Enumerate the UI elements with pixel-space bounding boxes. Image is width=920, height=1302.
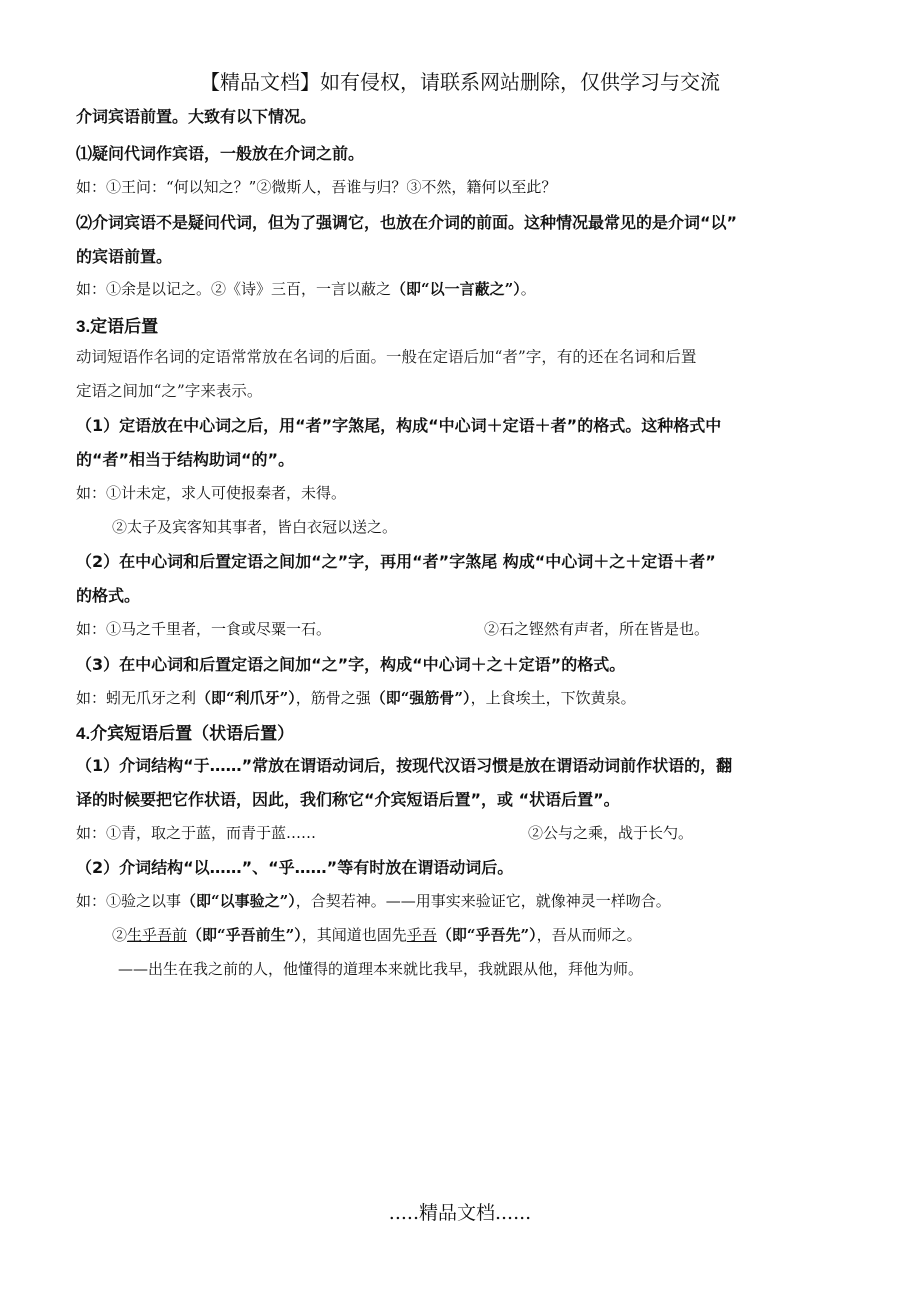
example-4-2b-translation: ——出生在我之前的人，他懂得的道理本来就比我早，我就跟从他，拜他为师。 — [118, 960, 644, 978]
section-3-desc-cont: 定语之间加“之”字来表示。 — [76, 382, 263, 400]
example-3-3-note-a: （即“利爪牙”） — [196, 689, 296, 707]
rule-1-heading: ⑴疑问代词作宾语，一般放在介词之前。 — [76, 144, 365, 163]
example-4-2b-phrase-a: 生乎吾前 — [127, 926, 188, 944]
example-4-2b-phrase-b: 乎吾 — [406, 926, 437, 944]
example-4-2a-note: （即“以事验之”） — [181, 892, 296, 910]
example-4-2b-marker: ② — [112, 926, 128, 944]
rule-3-2-cont: 的格式。 — [76, 586, 141, 605]
example-4-1a: 如：①青，取之于蓝，而青于蓝…… — [76, 824, 317, 842]
intro-line: 介词宾语前置。大致有以下情况。 — [76, 107, 317, 126]
example-2-note: （即“以一言蔽之”） — [391, 280, 521, 298]
rule-3-3: （3）在中心词和后置定语之间加“之”字，构成“中心词＋之＋定语”的格式。 — [76, 655, 626, 674]
example-2-end: 。 — [520, 280, 536, 298]
rule-3-1-cont: 的“者”相当于结构助词“的”。 — [76, 450, 295, 469]
example-3-1a: 如：①计未定，求人可使报秦者，未得。 — [76, 484, 347, 502]
example-4-2a — [76, 890, 671, 911]
example-3-3-note-b: （即“强筋骨”） — [370, 689, 471, 707]
example-4-2b-end: ，吾从而师之。 — [536, 926, 642, 944]
example-3-1b: ②太子及宾客知其事者，皆白衣冠以送之。 — [112, 518, 398, 536]
page-header-notice: 【精品文档】如有侵权，请联系网站删除，仅供学习与交流 — [200, 70, 720, 94]
example-4-2a-text: 如：①验之以事 — [76, 892, 182, 910]
example-2 — [76, 278, 536, 299]
example-4-2b-note-b: （即“乎吾先”） — [436, 926, 537, 944]
example-4-2b-note-a: （即“乎吾前生”） — [187, 926, 302, 944]
section-3-heading: 3.定语后置 — [76, 317, 159, 336]
example-4-2a-translation: ，合契若神。——用事实来验证它，就像神灵一样吻合。 — [295, 892, 671, 910]
rule-4-1-cont: 译的时候要把它作状语，因此，我们称它“介宾短语后置”，或 “状语后置”。 — [76, 790, 620, 809]
example-4-2b-text: ，其闻道也固先 — [301, 926, 407, 944]
section-3-desc: 动词短语作名词的定语常常放在名词的后面。一般在定语后加“者”字，有的还在名词和后置 — [76, 348, 697, 366]
section-4-heading: 4.介宾短语后置（状语后置） — [76, 724, 295, 743]
example-2-text: 如：①余是以记之。②《诗》三百，一言以蔽之 — [76, 280, 392, 298]
example-3-2a: 如：①马之千里者，一食或尽粟一石。 — [76, 620, 332, 638]
example-3-3 — [76, 687, 636, 708]
example-3-3-text-b: ，筋骨之强 — [295, 689, 371, 707]
rule-3-2: （2）在中心词和后置定语之间加“之”字，再用“者”字煞尾 构成“中心词＋之＋定语＋者” — [76, 552, 716, 571]
example-3-3-text-c: ，上食埃土，下饮黄泉。 — [470, 689, 636, 707]
example-3-2b: ②石之铿然有声者，所在皆是也。 — [484, 620, 710, 638]
example-4-2b — [112, 924, 642, 945]
rule-2-heading-cont: 的宾语前置。 — [76, 247, 173, 266]
rule-4-2: （2）介词结构“以……”、“乎……”等有时放在谓语动词后。 — [76, 858, 514, 877]
example-4-1b: ②公与之乘，战于长勺。 — [528, 824, 694, 842]
example-3-3-text-a: 如：蚓无爪牙之利 — [76, 689, 197, 707]
rule-3-1: （1）定语放在中心词之后，用“者”字煞尾，构成“中心词＋定语＋者”的格式。这种格式中 — [76, 416, 722, 435]
rule-2-heading: ⑵介词宾语不是疑问代词，但为了强调它，也放在介词的前面。这种情况最常见的是介词“以” — [76, 213, 738, 232]
rule-4-1: （1）介词结构“于……”常放在谓语动词后，按现代汉语习惯是放在谓语动词前作状语的，翻 — [76, 756, 733, 775]
example-1: 如：①王问：“何以知之？”②微斯人，吾谁与归？③不然，籍何以至此？ — [76, 178, 557, 196]
page-footer: .....精品文档...... — [388, 1202, 532, 1224]
